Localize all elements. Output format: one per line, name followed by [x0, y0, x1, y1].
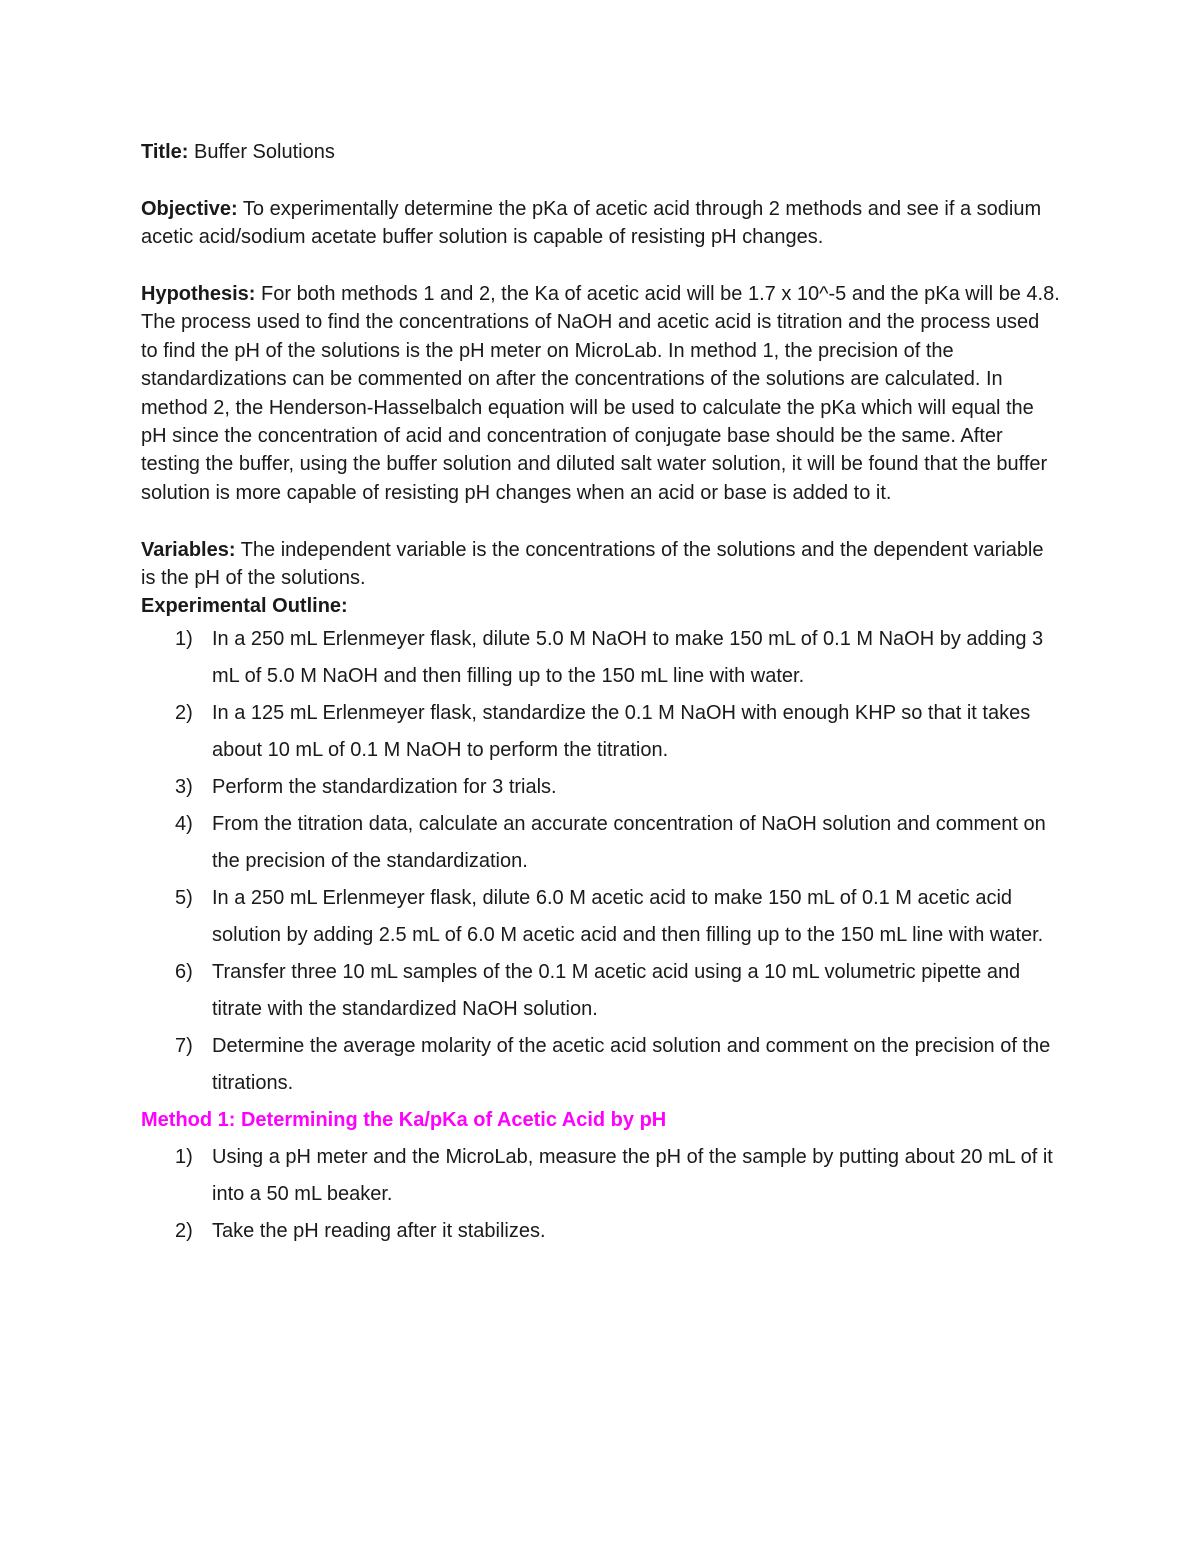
step-number: 5): [175, 886, 193, 909]
step-text: Transfer three 10 mL samples of the 0.1 M acetic acid using a 10 mL volumetric pipette and titrate with the standardized NaOH solution.: [212, 960, 1021, 1020]
step-text: In a 125 mL Erlenmeyer flask, standardize the 0.1 M NaOH with enough KHP so that it takes about 10 mL of 0.1 M NaOH to perform the titration.: [212, 701, 1031, 761]
step-text: Using a pH meter and the MicroLab, measure the pH of the sample by putting about 20 mL of it into a 50 mL beaker.: [212, 1145, 1053, 1205]
step-text: Take the pH reading after it stabilizes.: [212, 1219, 546, 1242]
outline-step: [141, 621, 1061, 695]
step-number: 1): [175, 627, 193, 650]
step-text: Determine the average molarity of the acetic acid solution and comment on the precision of the titrations.: [212, 1034, 1051, 1094]
outline-step: [141, 880, 1061, 954]
step-text: Perform the standardization for 3 trials.: [212, 775, 557, 798]
objective-label: Objective:: [141, 197, 238, 220]
hypothesis-section: [141, 280, 1061, 507]
variables-section: [141, 536, 1061, 593]
outline-step: [141, 806, 1061, 880]
title-section: [141, 138, 1061, 166]
step-number: 7): [175, 1034, 193, 1057]
hypothesis-label: Hypothesis:: [141, 283, 256, 305]
outline-step: [141, 1028, 1061, 1102]
step-text: In a 250 mL Erlenmeyer flask, dilute 6.0 M acetic acid to make 150 mL of 0.1 M acetic acid solution by adding 2.5 mL of 6.0 M acetic acid and then filling up to the 150 mL line with water.: [212, 886, 1044, 946]
step-text: From the titration data, calculate an accurate concentration of NaOH solution and comment on the precision of the standardization.: [212, 812, 1046, 872]
method1-step: [141, 1139, 1061, 1213]
objective-section: [141, 195, 1061, 252]
document-page: [141, 138, 1061, 1250]
method1-steps: [141, 1139, 1061, 1250]
method1-heading: Method 1: Determining the Ka/pKa of Acetic Acid by pH: [141, 1108, 667, 1131]
title-label: Title:: [141, 141, 189, 163]
hypothesis-text: For both methods 1 and 2, the Ka of acetic acid will be 1.7 x 10^-5 and the pKa will be 4.8. The process used to find the concentrations of NaOH and acetic acid is titration and the process used to find the pH of the solutions is the pH meter on MicroLab. In method 1, the precision of the standardizations can be commented on after the concentrations of the solutions are calculated. In method 2, the Henderson-Hasselbalch equation will be used to calculate the pKa which will equal the pH since the concentration of acid and concentration of conjugate base should be the same. After testing the buffer, using the buffer solution and diluted salt water solution, it will be found that the buffer solution is more capable of resisting pH changes when an acid or base is added to it.: [141, 283, 1060, 504]
outline-step: [141, 769, 1061, 806]
outline-step: [141, 954, 1061, 1028]
outline-step: [141, 695, 1061, 769]
outline-heading: Experimental Outline:: [141, 595, 348, 618]
variables-text: The independent variable is the concentrations of the solutions and the dependent variable is the pH of the solutions.: [141, 538, 1044, 590]
objective-text: To experimentally determine the pKa of acetic acid through 2 methods and see if a sodium acetic acid/sodium acetate buffer solution is capable of resisting pH changes.: [141, 197, 1042, 249]
step-number: 4): [175, 812, 193, 835]
step-number: 6): [175, 960, 193, 983]
variables-label: Variables:: [141, 538, 236, 561]
step-number: 1): [175, 1145, 193, 1168]
step-text: In a 250 mL Erlenmeyer flask, dilute 5.0 M NaOH to make 150 mL of 0.1 M NaOH by adding 3 mL of 5.0 M NaOH and then filling up to the 150 mL line with water.: [212, 627, 1044, 687]
step-number: 3): [175, 775, 193, 798]
method1-step: [141, 1213, 1061, 1250]
title-text: Buffer Solutions: [193, 141, 335, 163]
step-number: 2): [175, 1219, 193, 1242]
step-number: 2): [175, 701, 193, 724]
outline-steps: [141, 621, 1061, 1102]
